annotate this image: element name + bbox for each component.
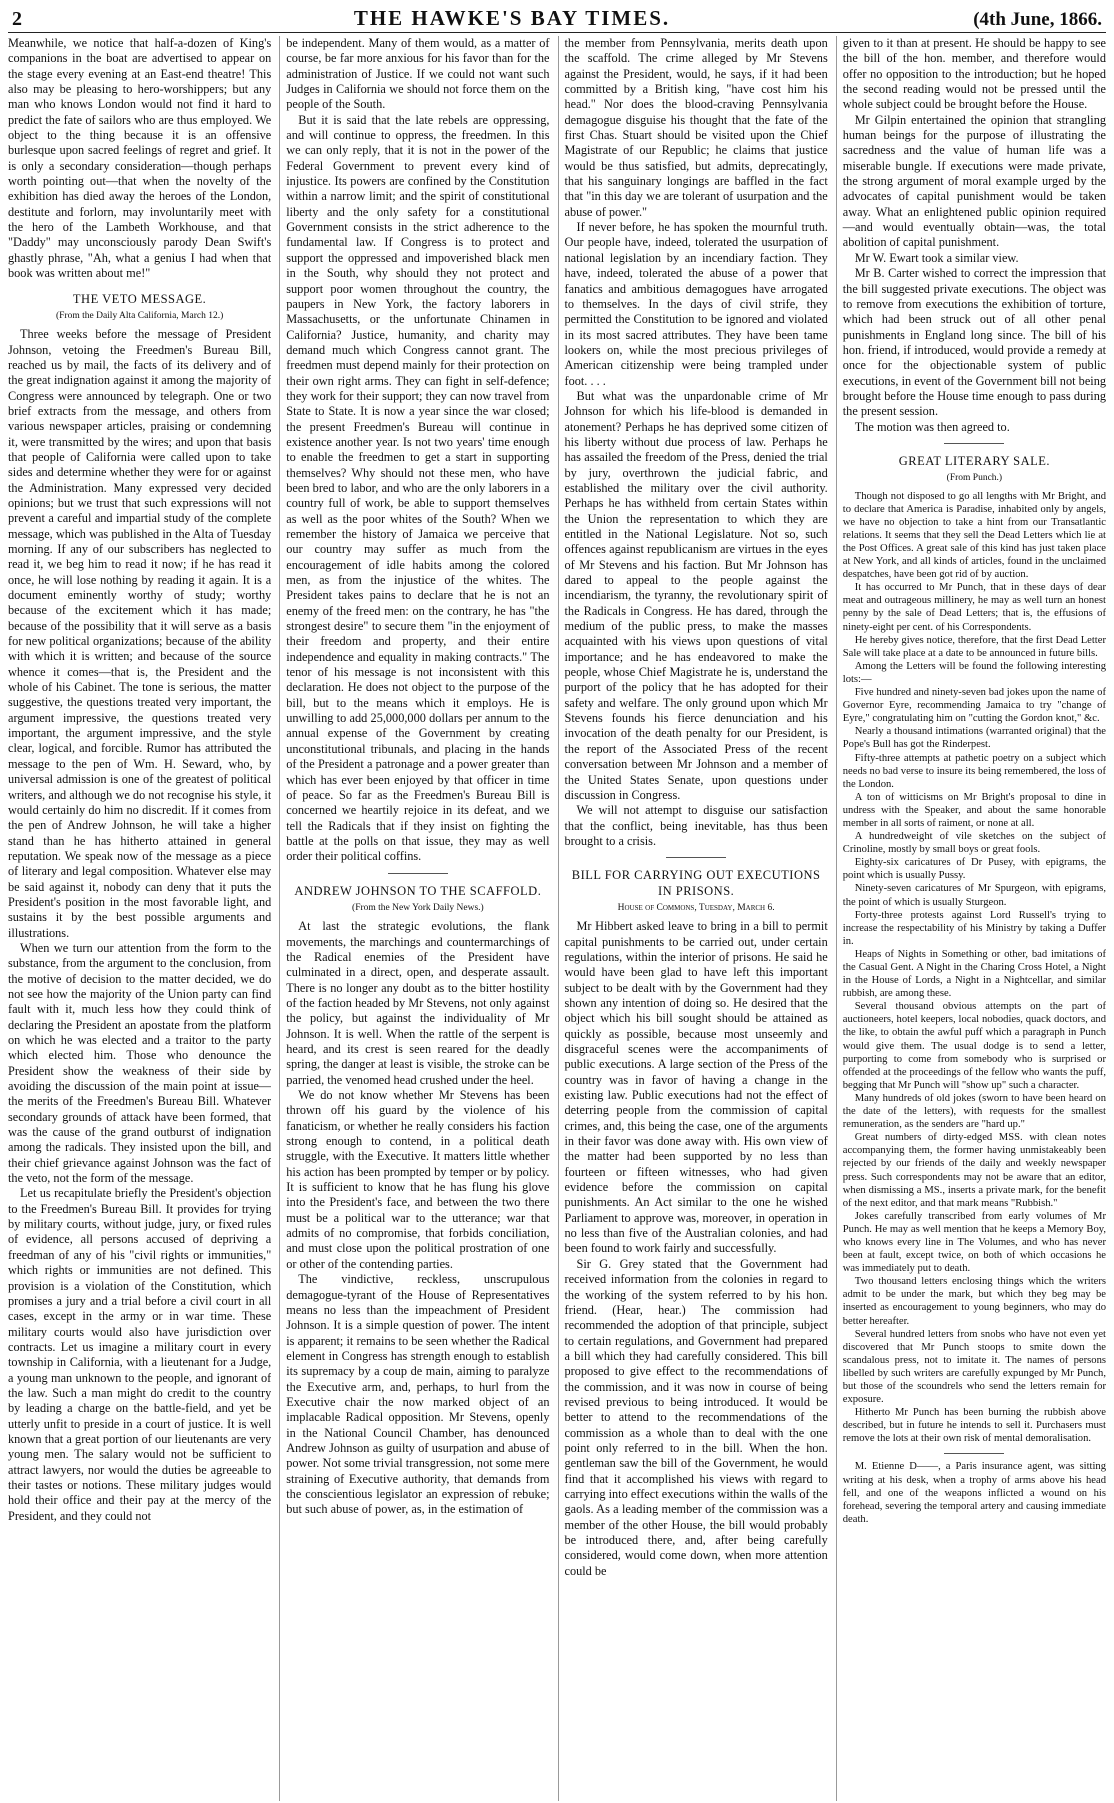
paragraph: If never before, he has spoken the mournful truth. Our people have, indeed, tolerated the usurpation of national legislation by an incendiary faction. They have, indeed, tolerated the abuse of a power that fanatics and ambitious demagogues have arrogated to themselves. In the days of civil strife, they permitted the Constitution to be ignored and violated in its most sacred attributes. They have been tame lookers on, while the most precious privileges of American citizenship were being trampled under foot. . . .	[564, 220, 828, 388]
paragraph: A ton of witticisms on Mr Bright's proposal to dine in undress with the Speaker, and about the same honorable member in all sorts of raiment, or none at all.	[842, 791, 1106, 829]
paragraph: Mr Hibbert asked leave to bring in a bill to permit capital punishments to be carried out, under certain regulations, within the interior of prisons. He said he would have been glad to have left this important subject to be dealt with by the Government had they shown any intention of doing so. He desired that the object which his bill sought should be attained as quickly as possible, because most unseemly and disgraceful scenes were the accompaniments of public executions. A large section of the Press of the country was in favor of having a change in the existing law. Public executions had not the effect of deterring people from the commission of capital crimes, and, this being the case, one of the arguments in their favor was done away with. His own view of the matter had been supported by no less than fourteen or fifteen witnesses, who had given evidence before the commission on capital punishments. An Act similar to the one he wished Parliament to approve was, moreover, in operation in no less than five of the Australian colonies, and had been found to work fairly and successfully.	[564, 919, 828, 1256]
paragraph: Mr B. Carter wished to correct the impression that the bill suggested private executions. The object was to remove from executions the exhibition of torture, which had been struck out of all other penal punishments in England long since. The bill of his hon. friend, if introduced, would provide a remedy at once for the objectionable system of public executions, in event of the Government bill not being brought before the House time enough to pass during the present session.	[842, 266, 1106, 419]
paragraph: Five hundred and ninety-seven bad jokes upon the name of Governor Eyre, recommending Jamaica to try "change of Eyre," congratulating him on "cutting the Gordon knot," &c.	[842, 687, 1106, 725]
paragraph: At last the strategic evolutions, the flank movements, the marchings and countermarchings of the Radical enemies of the President have culminated in a direct, open, and desperate assault. There is no longer any doubt as to the bitter hostility of the faction headed by Mr Stevens, not only against the policy, but against the individuality of Mr Johnson. It is well. When the rattle of the serpent is heard, and its crest is seen reared for the deadly spring, the danger at least is visible, the stroke can be parried, the venomed head crushed under the heel.	[286, 919, 550, 1087]
paragraph: Ninety-seven caricatures of Mr Spurgeon, with epigrams, the point of which is usually Sturgeon.	[842, 883, 1106, 908]
paragraph: Many hundreds of old jokes (sworn to have been heard on the date of the letters), with requests for the smallest remuneration, as the senders are "hard up."	[842, 1092, 1106, 1131]
paragraph: Jokes carefully transcribed from early volumes of Mr Punch. He may as well mention that he keeps a Memory Boy, who knows every line in The Volumes, and who has never been at fault, except twice, on both of which occasions he was immediately put to death.	[842, 1210, 1106, 1275]
newspaper-title: THE HAWKE'S BAY TIMES.	[353, 6, 671, 30]
divider	[944, 1453, 1004, 1454]
divider	[944, 443, 1004, 444]
paragraph: Three weeks before the message of President Johnson, vetoing the Freedmen's Bureau Bill, reached us by mail, the facts of its delivery and of the great indignation against it among the majority of Congress were announced by telegraph. One or two brief extracts from the message, and others from various newspaper articles, praising or condemning it, were transmitted by the wires; and upon that basis that people of California were called upon to take sides and determine whether they were for or against the Administration. Many expressed very decided opinions; but we trust that such expressions will not prevent a careful and impartial study of the complete message, which was published in the Alta of Tuesday morning. If any of our subscribers has neglected to read it, we beg him to read it now; if he has read it once, he will lose nothing by reading it again. It is a document eminently worthy of study; worthy because of the excitement which it has made; because of the possibility that it will serve as a basis for new political organizations; because of the ability with which it is written; and because of the source whence it comes—that is, the President and the whole of his Cabinet. The tone is serious, the matter suggestive, the questions treated very important, the argument impressive, the questions treated very important, the argument impressive, and the style clear, logical, and forcible. Rumor has attributed the message to the pen of Wm. H. Seward, who, by universal admission is one of the greatest of political writers, and although we do not recognise his style, it would certainly do him no discredit. If it comes from the pen of Andrew Johnson, he will take a higher stand than he has hitherto attained in general reputation. We speak now of the message as a piece of literary and legal composition. Whatever else may be said against it, nobody can deny that it puts the President's position in the most favorable light, and sustains it by the best possible arguments and illustrations.	[8, 327, 272, 940]
article-source: House of Commons, Tuesday, March 6.	[617, 902, 775, 913]
paragraph: Nearly a thousand intimations (warranted original) that the Pope's Bull has got the Rinderpest.	[842, 726, 1106, 751]
article-heading-executions-bill: BILL FOR CARRYING OUT EXECUTIONS IN PRISONS.	[571, 868, 821, 898]
paragraph: It has occurred to Mr Punch, that in these days of dear meat and outrageous millinery, he may as well turn an honest penny by the sale of Dead Letters; that is, the effusions of ninety-eight per cent. of his Correspondents.	[842, 582, 1106, 633]
masthead	[8, 6, 1106, 33]
paragraph: The vindictive, reckless, unscrupulous demagogue-tyrant of the House of Representatives means no less than the impeachment of President Johnson. It is a simple question of power. The intent is apparent; it remains to be seen whether the Radical element in Congress has strength enough to establish its supremacy by a coup de main, aiming to paralyze the Executive arm, and, perhaps, to hurl from the Executive chair the now marked object of an implacable Radical opposition. Mr Stevens, openly in the National Council Chamber, has denounced Andrew Johnson as guilty of usurpation and abuse of power. Not some trivial transgression, not some mere straining of Executive authority, that demands from the conscientious legislator an expression of rebuke; but such abuse of power, as, in the estimation of	[286, 1272, 550, 1517]
paragraph: Fifty-three attempts at pathetic poetry on a subject which needs no bad verse to insure its being remembered, the loss of the London.	[842, 752, 1106, 790]
paragraph: Several thousand obvious attempts on the part of auctioneers, hotel keepers, local nobodies, quack doctors, and the like, to obtain the awful puff which a paragraph in Punch would give them. The usual dodge is to send a letter, purporting to come from somebody who is surprised or offended at the proceedings of the fellow who wants the puff, begging that Mr Punch will "show up" such a character.	[842, 1001, 1106, 1091]
article-heading-andrew-johnson: ANDREW JOHNSON TO THE SCAFFOLD.	[294, 883, 542, 898]
paragraph: Hitherto Mr Punch has been burning the rubbish above described, but in future he intends to sell it. Purchasers must remove the lots at their own risk of mental demoralisation.	[842, 1407, 1106, 1445]
paragraph: But it is said that the late rebels are oppressing, and will continue to oppress, the freedmen. In this we can only reply, that it is not in the power of the Federal Government to prevent every kind of injustice. Its powers are confined by the Constitution within a narrow limit; and the spirit of constitutional liberty and the only safety for a constitutional Government consists in the strict adherence to the fundamental law. If Congress is to protect and support the oppressed and impoverished black men in the South, why should they not protect and support poor women throughout the country, the paupers in New York, the factory laborers in Massachusetts, or the unfortunate Chinamen in California? Justice, humanity, and charity may demand much which Congress cannot grant. The freedmen must depend mainly for their protection on their own right arms. They can fight in self-defence; they work for their support; they can now travel from State to State. It is now a year since the war closed; the present Freedmen's Bureau will continue in existence another year. Is not two years' time enough to enable the freedmen to get a start in supporting themselves? Why should not these men, who have been bred to labor, and who are the only laborers in a country full of work, be able to support themselves as well as the poor whites of the South? When we remember the history of Jamaica we perceive that our country may suffer as much from the encouragement of idle habits among the colored men, as from the injustice of the whites. The President takes pains to declare that he is not an enemy of the freed men: on the contrary, he has "the strongest desire" to secure them "in the enjoyment of their freedom and property, and their entire independence and equality in making contracts." The tenor of his message is not inconsistent with this declaration. He does not object to the purpose of the bill, but to the means which it employs. He is unwilling to add 25,000,000 dollars per annum to the annual expense of the Government by creating unconstitutional tribunals, and placing in the hands of the President a patronage and a power greater than which has ever been enjoyed by that officer in time of peace. So far as the Freedmen's Bureau Bill is concerned we heartily rejoice in its defeat, and we tell the Radicals that if they insist on fighting the battle at the polls on that issue, they may as well order their political coffins.	[286, 112, 550, 864]
paragraph: Meanwhile, we notice that half-a-dozen of King's companions in the boat are advertised to appear on the stage every evening at an East-end theatre! This also may be pleasing to hero-worshippers; but any man who knows London would not find it hard to predict the fate of sailors who are thus employed. We object to the thing because it is an offensive burlesque upon sacred feelings of regret and grief. It is only a secondary consideration—though perhaps worth pointing out—that when the novelty of the exhibition has died away the heroes of the London, destitute and forlorn, may involuntarily meet with the hero of the Lambeth Workhouse, and that "Daddy" may unconsciously parody Dean Swift's ghastly phrase, "Ah, what a genius I had when that book was written about me!"	[8, 36, 272, 281]
paragraph: Though not disposed to go all lengths with Mr Bright, and to declare that America is Paradise, inhabited only by angels, we have no objection to take a hint from our Transatlantic relations. It seems that they sell the Dead Letters which lie at the Post Offices. A great sale of this kind has just taken place at New York, and all kinds of articles, found in the unclaimed despatches, have been got rid of by auction.	[842, 490, 1106, 581]
paragraph: Great numbers of dirty-edged MSS. with clean notes accompanying them, the former having unmistakeably been rejected by our friends of the daily and weekly newspaper press. Such correspondents may not be aware that an editor, when dismissing a MS., inserts a private mark, for the benefit of the next editor, and that mark means "Rubbish."	[842, 1132, 1106, 1209]
article-source: (From the New York Daily News.)	[352, 902, 484, 913]
paragraph: He hereby gives notice, therefore, that the first Dead Letter Sale will take place at a date to be announced in future bills.	[842, 634, 1106, 659]
paragraph: Among the Letters will be found the following interesting lots:—	[842, 660, 1106, 685]
paragraph: Sir G. Grey stated that the Government had received information from the colonies in regard to the working of the system referred to by his hon. friend. (Hear, hear.) The commission had recommended the adoption of that principle, subject to certain regulations, and Government had prepared a bill which they had carefully considered. This bill proposed to give effect to the recommendations of the commission, and it was now in course of being revised previous to being introduced. It would be better to attend to the recommendations of the commission as a whole than to deal with the one point only referred to in the bill. When the hon. gentleman saw the bill of the Government, he would find that it accomplished his views with regard to carrying into effect executions within the walls of the gaols. As a leading member of the commission was a member of the other House, the bill would probably be introduced there, and, after being carefully considered, would come down, when more attention could be	[564, 1256, 828, 1578]
paragraph: be independent. Many of them would, as a matter of course, be far more anxious for his favor than for the administration of Justice. If we could not want such Judges in California we should not force them on the people of the South.	[286, 36, 550, 112]
article-source: (From the Daily Alta California, March 12.)	[55, 310, 224, 321]
divider	[666, 857, 726, 858]
column-3	[558, 36, 828, 1801]
paragraph: M. Etienne D——, a Paris insurance agent, was sitting writing at his desk, when a trophy of arms above his head fell, and one of the weapons inflicted a wound on his forehead, severing the temporal artery and causing immediate death.	[842, 1461, 1106, 1525]
paragraph: Two thousand letters enclosing things which the writers admit to be under the mark, but which they beg may be inserted as encouragement to young beginners, who may do better hereafter.	[842, 1276, 1106, 1327]
literary-sale-body	[843, 490, 1106, 1526]
paragraph: But what was the unpardonable crime of Mr Johnson for which his life-blood is demanded in atonement? Perhaps he has deprived some citizen of his liberty without due process of law. Perhaps he has assailed the freedom of the Press, denied the trial by jury, overthrown the judicial fabric, and established the military over the civil authority. Perhaps he has withheld from certain States within the Union the representation to which they are entitled in the National Legislature. Not so, such offences against republicanism are virtues in the eyes of Mr Stevens and his faction. But Mr Johnson has dared to appeal to the people against the incendiarism, the tyranny, the revolutionary spirit of the Radicals in Congress. He has dared, through the medium of the public press, to make the masses acquainted with his views upon questions of vital importance; and he has endeavored to make the people, whose Chief Magistrate he is, understand the purport of the policy that he has adopted for their safety and welfare. The only ground upon which Mr Stevens founds his fierce denunciation and his invocation of the death penalty for our President, is the report of the Associated Press of the recent conversation between Mr Johnson and a member of the United States Senate, upon questions under discussion in Congress.	[564, 388, 828, 802]
columns	[8, 36, 1106, 1801]
column-1	[8, 36, 271, 1801]
column-2	[279, 36, 549, 1801]
paragraph: Mr Gilpin entertained the opinion that strangling human beings for the purpose of illustrating the sacredness and the value of human life was a miserable bungle. If executions were made private, the strong argument of moral example urged by the advocates of capital punishment would be taken away. What an enlightened public opinion required—and would eventually obtain—was, the total abolition of capital punishment.	[842, 112, 1106, 250]
article-heading-veto-message: THE VETO MESSAGE.	[72, 291, 207, 306]
paragraph: given to it than at present. He should be happy to see the bill of the hon. member, and therefore would offer no opposition to the introduction; but he hoped the second reading would not be pressed until the whole subject could be brought before the House.	[842, 36, 1106, 112]
paragraph: Heaps of Nights in Something or other, bad imitations of the Casual Gent. A Night in the Charing Cross Hotel, a Night in the House of Lords, a Night in a Nightcellar, and similar rubbish, are among these.	[842, 948, 1106, 1000]
paragraph: We do not know whether Mr Stevens has been thrown off his guard by the violence of his fanaticism, or whether he really considers his faction strong enough to contend, in a political death struggle, with the Executive. It matters little whether his action has been prompted by temper or by policy. It is sufficient to know that he has flung his glove into the President's face, and between the two there must be a political war to the utterance; war that admits of no compromise, that forbids conciliation, and must close upon the political prostration of one or other of the contending parties.	[286, 1088, 550, 1271]
paragraph: Eighty-six caricatures of Dr Pusey, with epigrams, the point which is usually Pussy.	[842, 857, 1106, 882]
paragraph: A hundredweight of vile sketches on the subject of Crinoline, mostly by small boys or great fools.	[842, 831, 1106, 856]
paragraph: Mr W. Ewart took a similar view.	[854, 250, 1019, 265]
paragraph: Forty-three protests against Lord Russell's trying to increase the respectability of his Ministry by taking a Duffer in.	[842, 909, 1106, 947]
paragraph: the member from Pennsylvania, merits death upon the scaffold. The crime alleged by Mr Stevens against the President, would, he says, if it had been committed by a British king, "have cost him his head." Nor does the blood-craving Pennsylvania demagogue disguise his thought that the fate of the first Chas. Stuart should be visited upon the Chief Magistrate of our Republic; he claims that justice would be thus satisfied, but admits, deprecatingly, that his sanguinary longings are baffled in the fact that "in this day we are tolerant of usurpation and the abuse of power."	[564, 36, 828, 219]
paragraph: The motion was then agreed to.	[854, 419, 1010, 434]
paragraph: When we turn our attention from the form to the substance, from the argument to the conclusion, from the motive of decision to the matter decided, we do not see how the majority of the Union party can find fault with it, much less how they could think of declaring the President an apostate from the platform on which he was elected and a traitor to the party which elected him. Those who denounce the President show the weakness of their side by avoiding the discussion of the main point at issue—the merits of the Freedmen's Bureau Bill. Whatever secondary grounds of attack have been formed, that was the cause of the grand outburst of indignation among the radicals. They insisted upon the bill, and their chief grievance against Johnson was the fact of the veto, not the form of the message.	[8, 940, 272, 1186]
paragraph: We will not attempt to disguise our satisfaction that the conflict, being inevitable, has thus been brought to a crisis.	[564, 803, 828, 848]
paragraph: Several hundred letters from snobs who have not even yet discovered that Mr Punch stoops to smite down the scandalous press, not to imitate it. The names of persons libelled by such writers are carefully expunged by Mr Punch, but those of the scoundrels who send the letters remain for exposure.	[842, 1328, 1106, 1406]
page-number: 2	[12, 8, 22, 30]
paragraph: Let us recapitulate briefly the President's objection to the Freedmen's Bureau Bill. It provides for trying by military courts, without judge, jury, or fixed rules of evidence, all persons accused of depriving a freedman of any of his "civil rights or immunities," which rights or immunities are not defined. This provision is a violation of the Constitution, which promises a jury and a trial before a civil court in all cases, except in the army or in war time. These military courts would also have jurisdiction over contracts. Let us imagine a military court in every township in California, with a lieutenant for a Judge, a young man unknown to the people, and ignorant of the law. Such a man might do credit to the country by leading a charge on the battle-field, and yet be utterly unfit to preside in a court of justice. It is well known that a great portion of our lieutenants are very young men. The salary would not be sufficient to attract lawyers, nor would the duties be agreeable to their tastes or notions. These military judges would hold their office and their pay at the mercy of the President, and they could not	[8, 1186, 272, 1523]
article-heading-literary-sale: GREAT LITERARY SALE.	[898, 453, 1051, 468]
issue-date: (4th June, 1866.	[973, 9, 1102, 30]
column-4	[836, 36, 1106, 1801]
article-source: (From Punch.)	[946, 473, 1003, 484]
divider	[388, 873, 448, 874]
